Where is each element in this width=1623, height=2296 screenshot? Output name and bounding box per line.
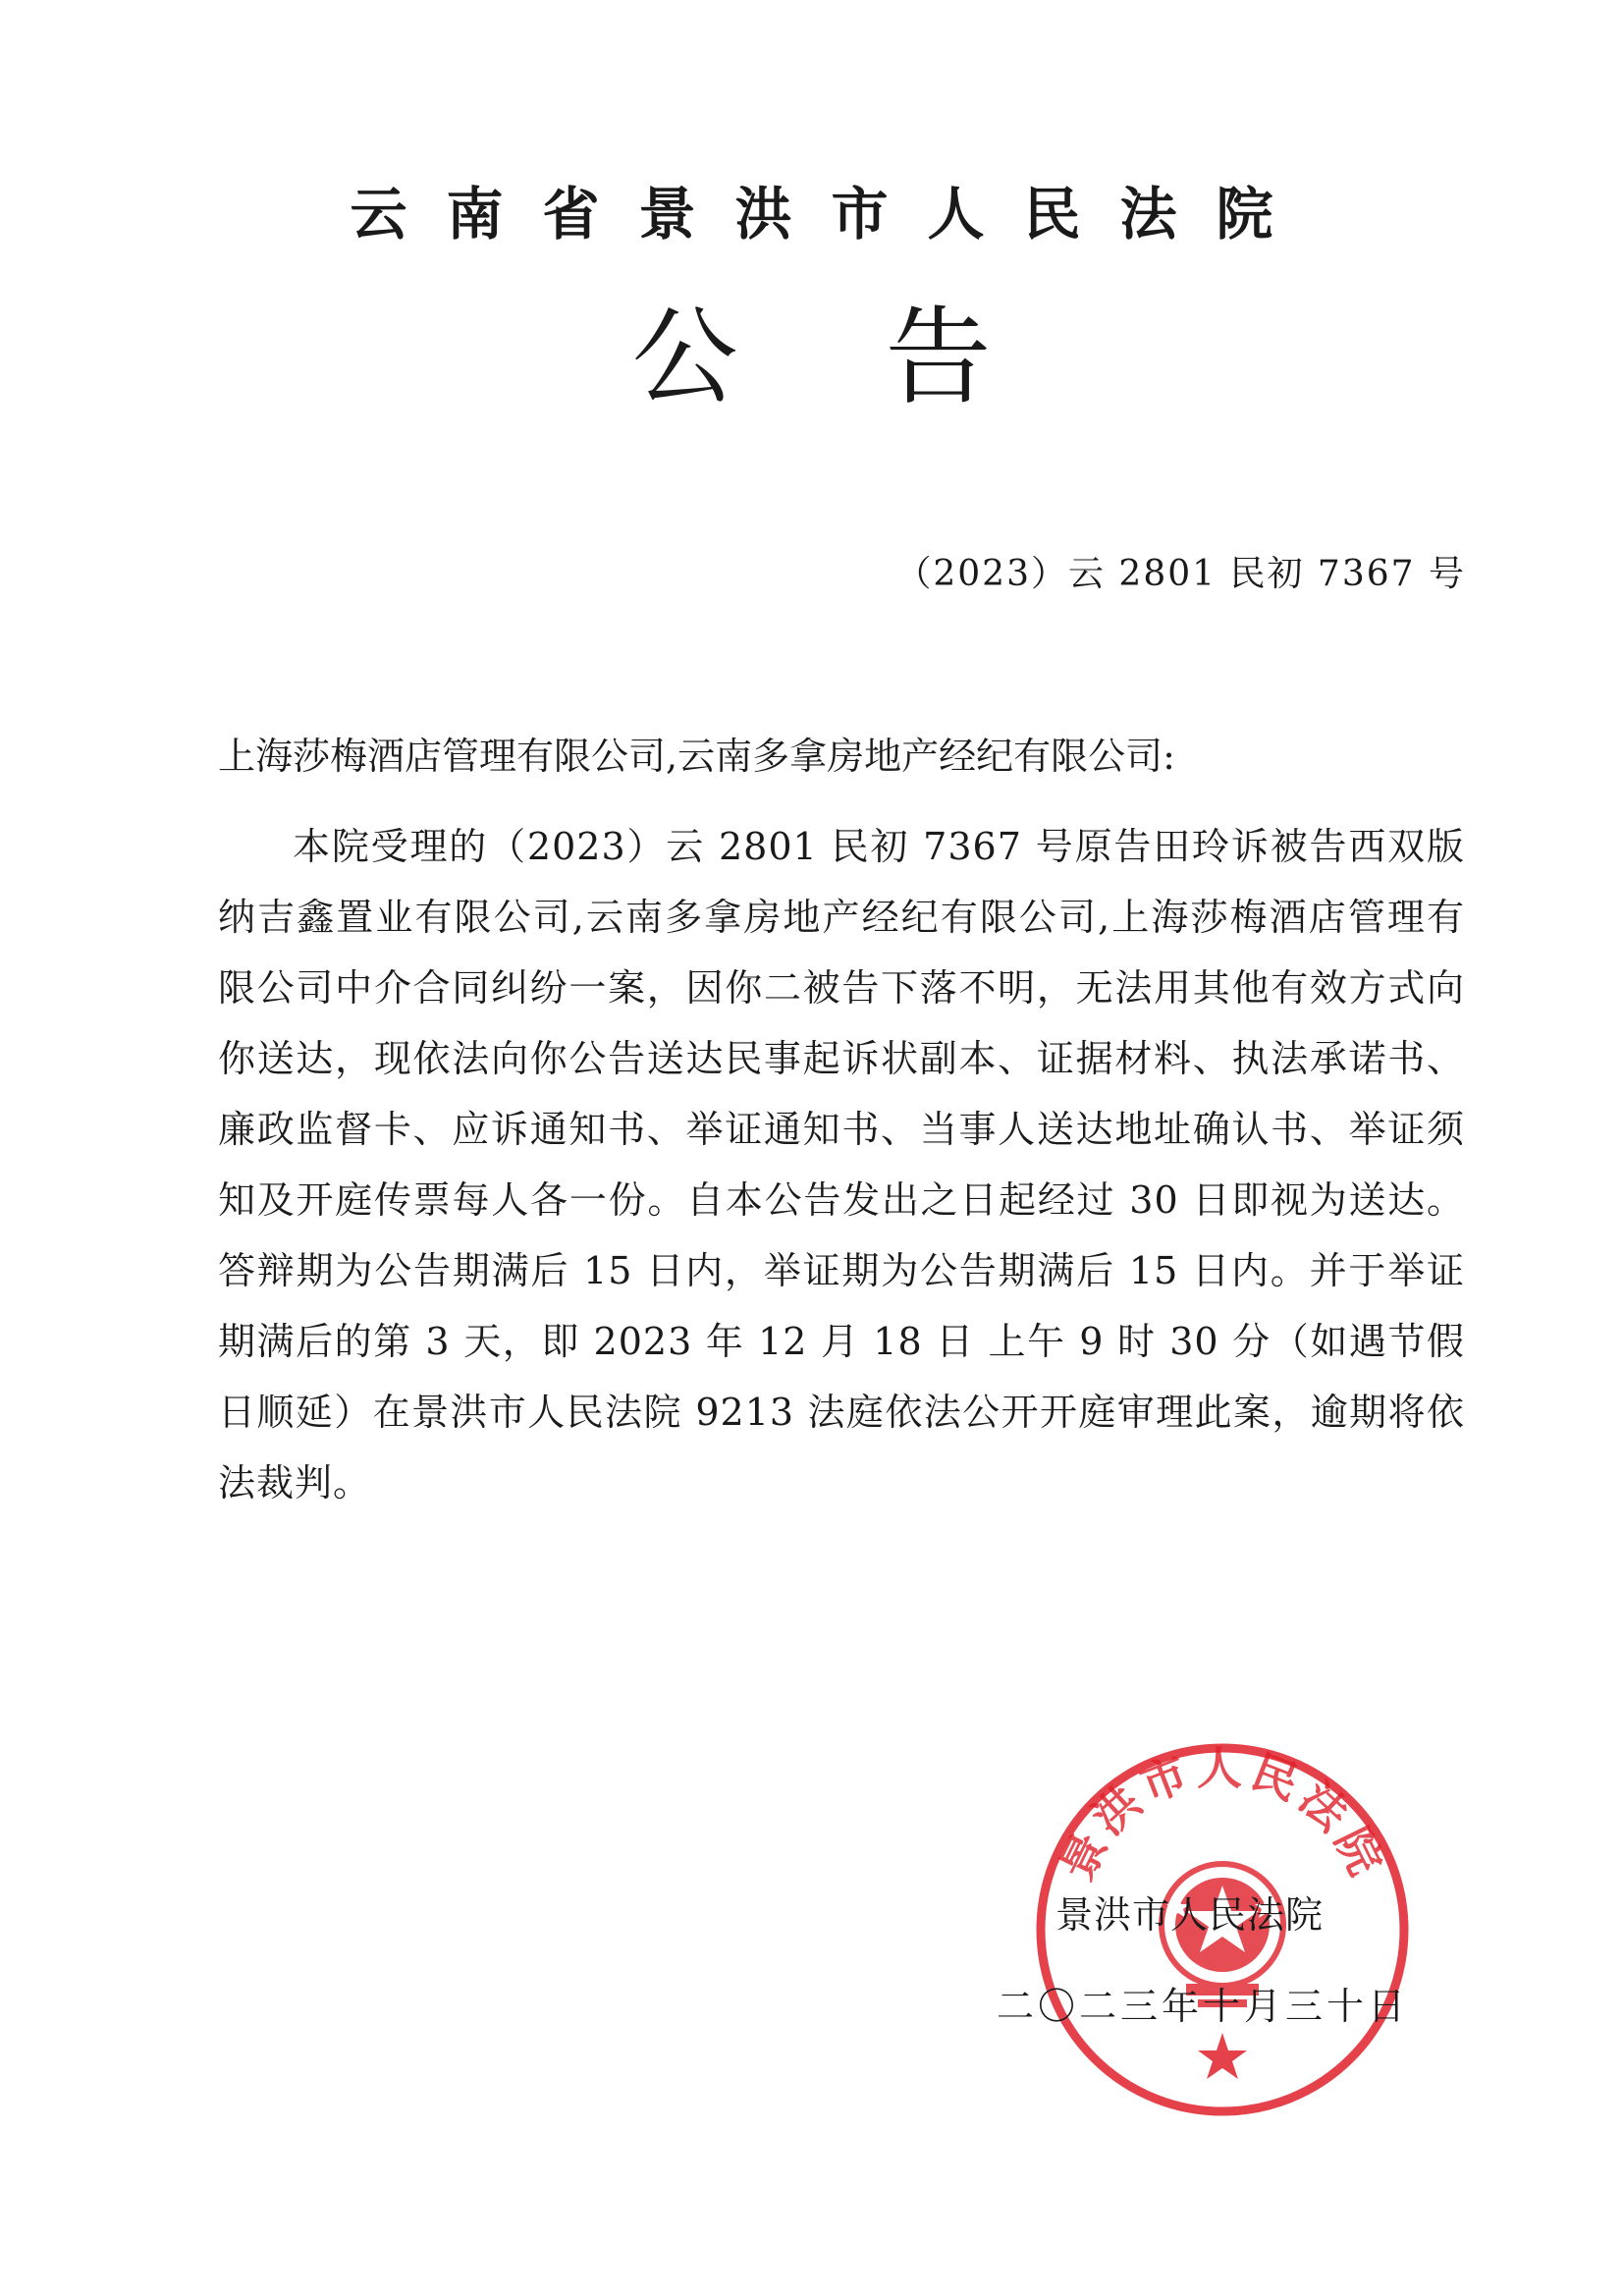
court-name-heading: 云南省景洪市人民法院 bbox=[350, 181, 1313, 247]
seal-text: 景洪市人民法院 bbox=[1050, 1741, 1395, 1888]
notice-body: 本院受理的（2023）云 2801 民初 7367 号原告田玲诉被告西双版纳吉鑫置业有限公司,云南多拿房地产经纪有限公司,上海莎梅酒店管理有限公司中介合同纠纷一案，因你二被告下落不明，无法用其他有效方式向你送达，现依法向你公告送达民事起诉状副本、证据材料、执法承诺书、廉政监督卡、应诉通知书、举证通知书、当事人送达地址确认书、举证须知及开庭传票每人各一份。自本公告发出之日起经过 30 日即视为送达。答辩期为公告期满后 15 日内，举证期为公告期满后 15 日内。并于举证期满后的第 3 天，即 2023 年 12 月 18 日 上午 9 时 30 分（如遇节假日顺延）在景洪市人民法院 9213 法庭依法公开开庭审理此案，逾期将依法裁判。 bbox=[218, 825, 1465, 1504]
signature-date: 二〇二三年十月三十日 bbox=[997, 1985, 1410, 2028]
seal-star-icon bbox=[1198, 2033, 1247, 2079]
case-number: （2023）云 2801 民初 7367 号 bbox=[895, 554, 1466, 594]
addressee-line: 上海莎梅酒店管理有限公司,云南多拿房地产经纪有限公司: bbox=[218, 735, 1175, 778]
signature-court: 景洪市人民法院 bbox=[1055, 1893, 1325, 1937]
document-title: 公告 bbox=[631, 297, 1139, 419]
